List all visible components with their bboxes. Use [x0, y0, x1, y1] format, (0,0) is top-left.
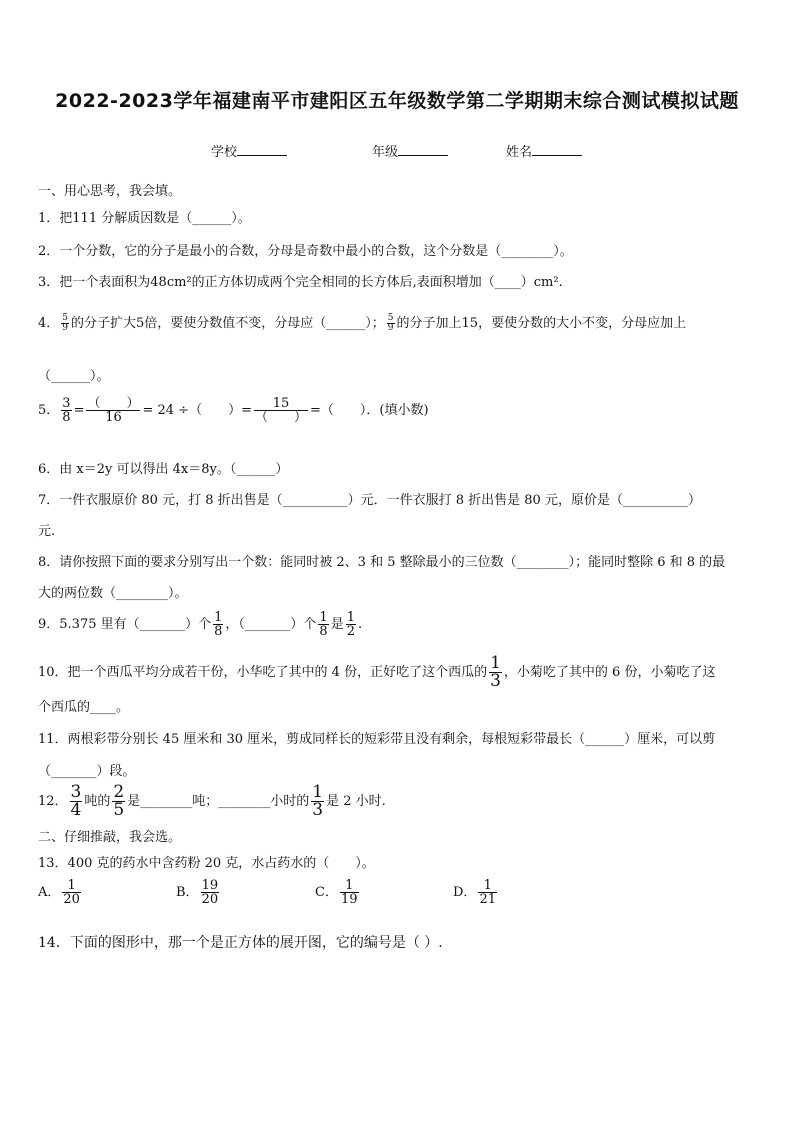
question-7-cont: 元. [38, 524, 56, 539]
option-a[interactable]: A． $\frac{1}{20}$ [38, 878, 80, 907]
question-8: 8．请你按照下面的要求分别写出一个数：能同时被 2、3 和 5 整除最小的三位数（________）；能同时整除 6 和 8 的最 [38, 555, 726, 570]
name-field: 姓名 [506, 141, 582, 160]
grade-blank [398, 143, 448, 156]
option-b-fraction: $\frac{19}{20}$ [201, 878, 219, 907]
fraction-2-5: $\frac{2}{5}$ [113, 782, 125, 820]
question-14: 14．下面的图形中，那一个是正方体的展开图，它的编号是（ ）. [38, 935, 443, 951]
option-d-fraction: $\frac{1}{21}$ [479, 878, 496, 907]
section-2-heading: 二、仔细推敲，我会选。 [38, 830, 182, 845]
option-c-fraction: $\frac{1}{19}$ [340, 878, 358, 907]
fraction-3-4: $\frac{3}{4}$ [70, 782, 82, 820]
grade-field: 年级 [372, 141, 448, 160]
question-4-cont: （______）。 [38, 369, 110, 384]
fraction-1-8: $\frac{1}{8}$ [214, 610, 223, 639]
question-10: 10．把一个西瓜平均分成若干份，小华吃了其中的 4 份，正好吃了这个西瓜的 $\frac{1}{3}$ ，小菊吃了其中的 6 份，小菊吃了这 [38, 653, 716, 691]
fraction-5-9: $\frac{5}{9}$ [387, 313, 394, 333]
question-3: 3．把一个表面积为48cm²的正方体切成两个完全相同的长方体后,表面积增加（____）cm². [38, 275, 563, 290]
option-c[interactable]: C． $\frac{1}{19}$ [315, 878, 358, 907]
fraction-1-3: $\frac{1}{3}$ [312, 782, 324, 820]
option-d[interactable]: D． $\frac{1}{21}$ [453, 878, 496, 907]
section-1-heading: 一、用心思考，我会填。 [38, 184, 182, 199]
fraction-3-8: $\frac{3}{8}$ [62, 396, 71, 425]
question-8-cont: 大的两位数（________）。 [38, 586, 188, 601]
question-7: 7．一件衣服原价 80 元，打 8 折出售是（__________）元．一件衣服打 8 折出售是 80 元，原价是（__________） [38, 493, 701, 508]
fraction-1-3: $\frac{1}{3}$ [490, 653, 501, 691]
fraction-1-2: $\frac{1}{2}$ [346, 610, 355, 639]
school-field: 学校 [211, 141, 287, 160]
question-12: 12． $\frac{3}{4}$ 吨的 $\frac{2}{5}$ 是________吨；________小时的 $\frac{1}{3}$ 是 2 小时. [38, 782, 386, 820]
question-13: 13．400 克的药水中含药粉 20 克，水占药水的（ ）。 [38, 856, 375, 871]
question-10-cont: 个西瓜的____。 [38, 700, 130, 715]
fraction-5-9: $\frac{5}{9}$ [62, 313, 69, 333]
name-blank [532, 143, 582, 156]
question-6: 6．由 x＝2y 可以得出 4x＝8y。（______） [38, 462, 289, 477]
question-9: 9．5.375 里有（_______）个 $\frac{1}{8}$ ，（_______）个 $\frac{1}{8}$ 是 $\frac{1}{2}$ . [38, 610, 363, 639]
question-4: 4． $\frac{5}{9}$ 的分子扩大5倍，要使分数值不变，分母应（______）； $\frac{5}{9}$ 的分子加上15，要使分数的大小不变，分母应加上 [38, 313, 687, 333]
question-11-cont: （_______）段。 [38, 764, 136, 779]
question-2: 2．一个分数，它的分子是最小的合数，分母是奇数中最小的合数，这个分数是（________）。 [38, 244, 573, 259]
option-b[interactable]: B． $\frac{19}{20}$ [176, 878, 219, 907]
question-1: 1．把111 分解质因数是（______）。 [38, 211, 251, 226]
question-11: 11．两根彩带分别长 45 厘米和 30 厘米，剪成同样长的短彩带且没有剩余，每根短彩带最长（______）厘米，可以剪 [38, 732, 716, 747]
fraction-blank-16: $\frac{( )}{16}$ [87, 396, 140, 425]
fraction-15-blank: $\frac{15}{( )}$ [254, 396, 307, 425]
option-a-fraction: $\frac{1}{20}$ [63, 878, 80, 907]
school-blank [237, 143, 287, 156]
question-5: 5． $\frac{3}{8}$ = $\frac{( )}{16}$ = 24 ÷（ ）= $\frac{15}{( )}$ =（ ）．(填小数) [38, 396, 429, 425]
page-title: 2022-2023学年福建南平市建阳区五年级数学第二学期期末综合测试模拟试题 [55, 90, 739, 112]
fraction-1-8: $\frac{1}{8}$ [319, 610, 328, 639]
